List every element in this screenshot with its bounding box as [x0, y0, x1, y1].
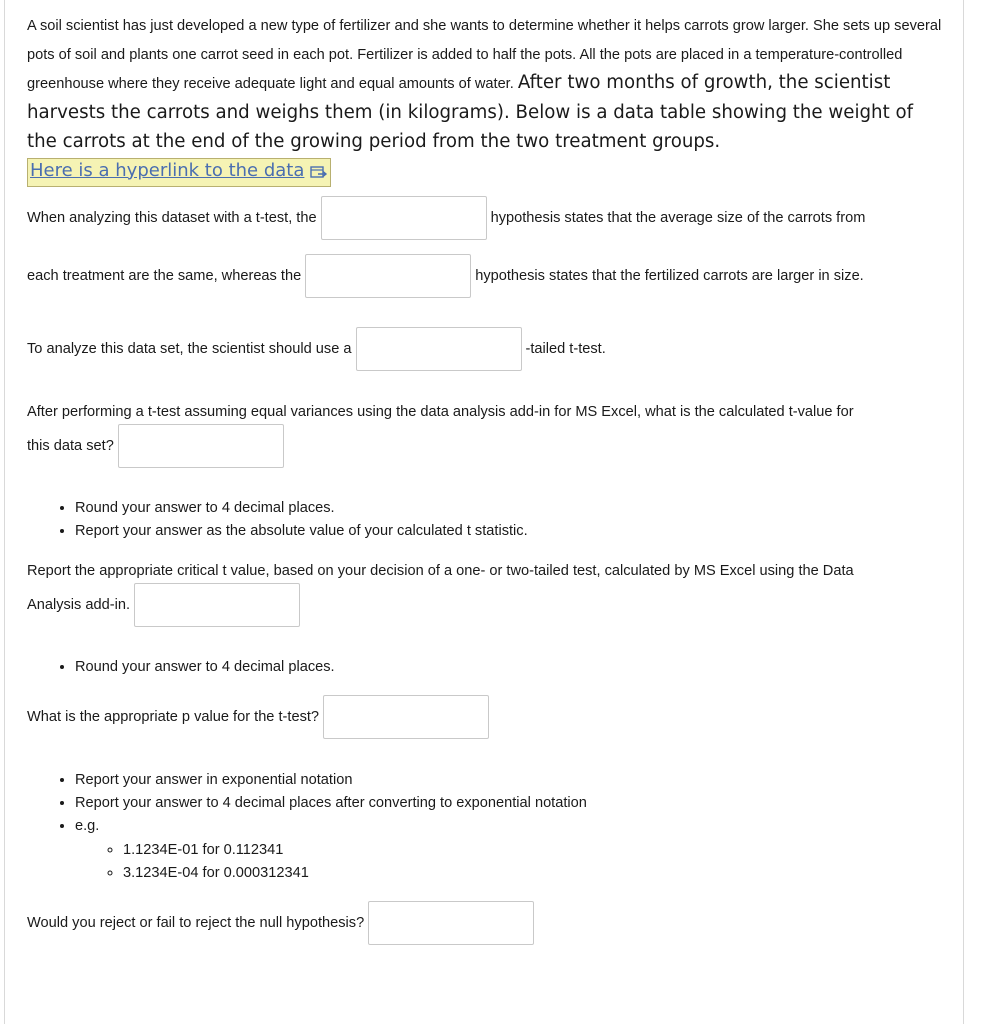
q1-text-after: hypothesis states that the average size of the carrots from [490, 210, 866, 226]
q3-line [27, 327, 606, 371]
intro-paragraph [27, 12, 947, 187]
q3-text-after: -tailed t-test. [525, 341, 606, 357]
list-item: • Report your answer in exponential notation [75, 769, 975, 792]
q4-line1: After performing a t-test assuming equal variances using the data analysis add-in for MS Excel, what is the calculated t-value for [27, 404, 854, 420]
tail-type-input[interactable] [356, 327, 522, 371]
q4-instructions [27, 497, 975, 543]
q5-line2 [27, 583, 304, 627]
q1-text-before: When analyzing this dataset with a t-test, the [27, 210, 317, 226]
q2-text-before: each treatment are the same, whereas the [27, 268, 302, 284]
q7-text: Would you reject or fail to reject the null hypothesis? [27, 915, 365, 931]
list-item [75, 815, 975, 885]
q5-instructions [27, 656, 975, 679]
q7-line [27, 901, 538, 945]
q3-text-before: To analyze this data set, the scientist should use a [27, 341, 352, 357]
q4-line2 [27, 424, 288, 468]
list-item: • Round your answer to 4 decimal places. [75, 497, 975, 520]
example-label: e.g. [75, 818, 100, 835]
reject-decision-input[interactable] [368, 901, 534, 945]
critical-t-input[interactable] [134, 583, 300, 627]
alternative-hypothesis-input[interactable] [305, 254, 471, 298]
q6-text: What is the appropriate p value for the t-test? [27, 709, 320, 725]
q5-text: Analysis add-in. [27, 597, 131, 613]
list-item: • Round your answer to 4 decimal places. [75, 656, 975, 679]
list-item: • Report your answer as the absolute value of your calculated t statistic. [75, 520, 975, 543]
p-value-input[interactable] [323, 695, 489, 739]
q6-line [27, 695, 493, 739]
list-item: ◦ 1.1234E-01 for 0.112341 [123, 839, 975, 862]
q2-text-after: hypothesis states that the fertilized carrots are larger in size. [475, 268, 864, 284]
examples-list [75, 839, 975, 885]
q6-instructions [27, 769, 975, 885]
data-hyperlink[interactable] [27, 158, 331, 187]
null-hypothesis-input[interactable] [321, 196, 487, 240]
t-value-input[interactable] [118, 424, 284, 468]
q2-line [27, 254, 864, 298]
data-hyperlink-label: Here is a hyperlink to the data [30, 159, 305, 181]
external-link-icon [310, 162, 328, 186]
q4-text: this data set? [27, 438, 114, 454]
q5-line1: Report the appropriate critical t value, based on your decision of a one- or two-tailed test, calculated by MS Excel using the Data [27, 563, 854, 579]
intro-text-small: A soil scientist has just developed a new type of fertilizer and she wants to determine whether it helps carrots grow larger. She sets up several pots of soil and plants one carrot seed in each pot. Fertilizer is added to half the pots. All the pots are placed in a temperature-controlled greenhouse where they receive adequate light and equal amounts of water. [27, 18, 942, 92]
q1-line [27, 196, 865, 240]
intro-text-large: After two months of growth, the scientist harvests the carrots and weighs them (in kilograms). Below is a data table showing the weight of the carrots at the end of the growing period from the two treatment groups. [27, 72, 914, 152]
list-item: • Report your answer to 4 decimal places after converting to exponential notation [75, 792, 975, 815]
list-item: ◦ 3.1234E-04 for 0.000312341 [123, 862, 975, 885]
